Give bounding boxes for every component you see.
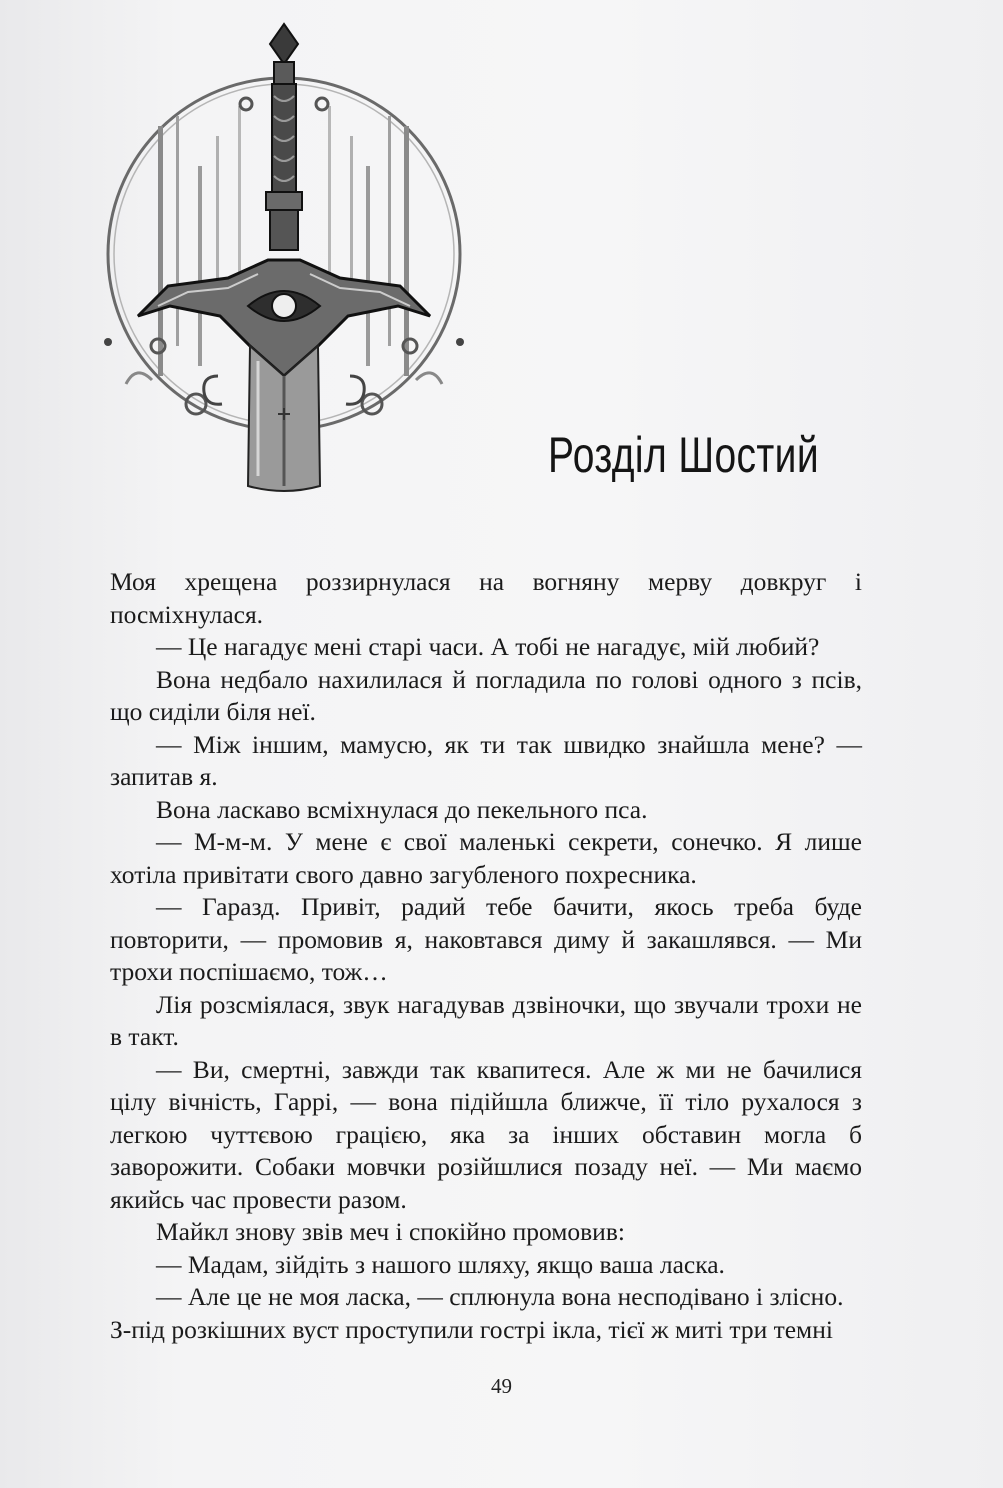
paragraph: Майкл знову звів меч і спокійно промовив: (156, 1217, 625, 1246)
page-number: 49 (491, 1374, 512, 1398)
chapter-title: Розділ Шостий (548, 426, 820, 483)
body-text (110, 566, 862, 1346)
paragraph: — Гаразд. Привіт, радий тебе бачити, якось треба буде повторити, — промовив я, наковтався диму й закашлявся. — Ми трохи поспішаємо, тож… (110, 892, 862, 986)
paragraph: — М-м-м. У мене є свої маленькі секрети, сонечко. Я лише хотіла привітати свого давно загубленого похресника. (110, 827, 862, 889)
paragraph: — Ви, смертні, завжди так квапитеся. Але ж ми не бачилися цілу вічність, Гаррі, — вона підійшла ближче, її тіло рухалося з легкою чуттєвою грацією, яка за інших обставин могла б заворожити. Собаки мовчки розійшлися позаду неї. — Ми маємо якийсь час провести разом. (110, 1054, 862, 1214)
paragraph: — Це нагадує мені старі часи. А тобі не нагадує, мій любий? (156, 632, 820, 661)
sword-emblem-illustration (98, 16, 470, 496)
paragraph: — Мадам, зійдіть з нашого шляху, якщо ваша ласка. (156, 1249, 725, 1279)
paragraph: Вона недбало нахилилася й погладила по голові одного з псів, що сиділи біля неї. (110, 664, 862, 726)
paragraph: — Між іншим, мамусю, як ти так швидко знайшла мене? — запитав я. (110, 729, 862, 791)
paragraph: З-під розкішних вуст проступили гострі ікла, тієї ж миті три темні (110, 1314, 833, 1344)
paragraph: Вона ласкаво всміхнулася до пекельного пса. (156, 794, 648, 824)
paragraph: Моя хрещена роззирнулася на вогняну мерву довкруг і посміхнулася. (110, 567, 862, 629)
paragraph: — Але це не моя ласка, — сплюнула вона несподівано і злісно. (156, 1282, 844, 1311)
paragraph: Лія розсміялася, звук нагадував дзвіночки, що звучали трохи не в такт. (110, 989, 862, 1051)
